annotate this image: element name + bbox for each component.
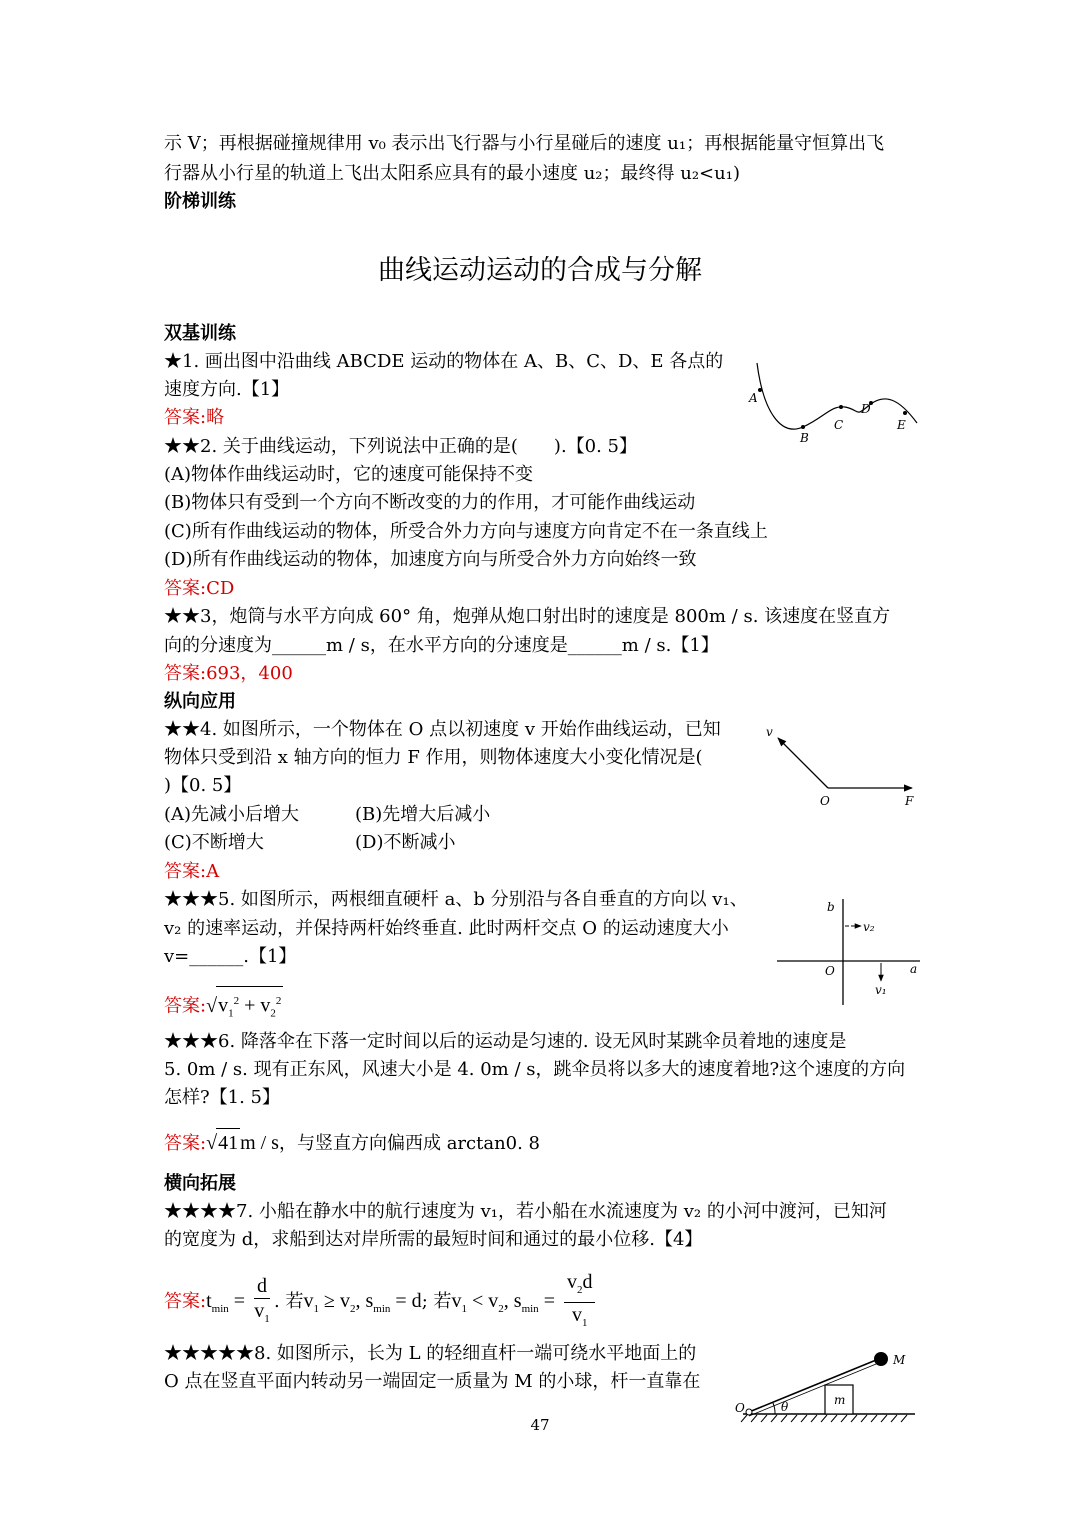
q5-label-v1: v₁ <box>875 983 887 997</box>
q7-line-2: 的宽度为 d，求船到达对岸所需的最短时间和通过的最小位移.【4】 <box>164 1229 703 1250</box>
q7-cond-2-formula: $v_1 < v_2$, $s_{min}$ = $\frac{v_2d}{v_1}$ <box>451 1290 599 1312</box>
q3-line-2: 向的分速度为______m / s，在水平方向的分速度是______m / s.【1】 <box>164 635 719 656</box>
q1-line-2: 速度方向.【1】 <box>164 379 290 400</box>
q4-option-d: (D)不断减小 <box>355 832 456 853</box>
q8-label-theta: θ <box>781 1400 789 1414</box>
q2-stem: ★★2. 关于曲线运动，下列说法中正确的是( ).【0. 5】 <box>164 436 638 457</box>
q1-label-e: E <box>897 418 906 432</box>
q4-option-b: (B)先增大后减小 <box>355 804 491 825</box>
q7-answer <box>164 1270 599 1335</box>
q2-option-b: (B)物体只有受到一个方向不断改变的力的作用，才可能作曲线运动 <box>164 492 696 513</box>
q5-line-2: v₂ 的速率运动，并保持两杆始终垂直. 此时两杆交点 O 的运动速度大小 <box>164 918 729 939</box>
q2-option-c: (C)所有作曲线运动的物体，所受合外力方向与速度方向肯定不在一条直线上 <box>164 521 768 542</box>
q4-option-c: (C)不断增大 <box>164 832 264 853</box>
q2-answer: 答案:CD <box>164 578 235 599</box>
section-ladder-training: 阶梯训练 <box>164 191 236 212</box>
q4-line-3: )【0. 5】 <box>164 775 242 796</box>
q2-option-a: (A)物体作曲线运动时，它的速度可能保持不变 <box>164 464 534 485</box>
q6-answer-num: 41 <box>216 1128 240 1157</box>
q5-answer-formula: $√v_1^2 + v_2^2$ <box>206 995 283 1017</box>
q5-label-a: a <box>910 962 918 976</box>
q5-line-3: v=______.【1】 <box>164 946 297 967</box>
q4-label-v: v <box>766 725 773 739</box>
q1-label-a: A <box>749 391 758 405</box>
q4-option-a: (A)先减小后增大 <box>164 804 300 825</box>
q1-curve-figure <box>745 355 925 450</box>
q8-label-block-mass: m <box>834 1393 846 1407</box>
q5-label-b: b <box>827 900 835 914</box>
q5-rods-figure <box>775 895 925 1010</box>
q6-answer-radical: √41 <box>206 1132 240 1154</box>
q4-answer: 答案:A <box>164 861 220 882</box>
q6-answer-prefix: 答案: <box>164 1133 207 1154</box>
page-number: 47 <box>530 1416 550 1434</box>
intro-line-2: 行器从小行星的轨道上飞出太阳系应具有的最小速度 u₂；最终得 u₂<u₁) <box>164 163 740 184</box>
q7-answer-formula: $t_{min}$ = $\frac{d}{v_1}$ <box>206 1275 270 1325</box>
q5-answer-prefix: 答案: <box>164 995 207 1017</box>
q4-line-2: 物体只受到沿 x 轴方向的恒力 F 作用，则物体速度大小变化情况是( <box>164 747 703 768</box>
section-basic-training: 双基训练 <box>164 323 236 344</box>
section-vertical-application: 纵向应用 <box>164 691 236 712</box>
q2-option-d: (D)所有作曲线运动的物体，加速度方向与所受合外力方向始终一致 <box>164 549 697 570</box>
intro-line-1: 示 V；再根据碰撞规律用 v₀ 表示出飞行器与小行星碰后的速度 u₁；再根据能量守恒算出飞 <box>164 133 885 154</box>
q3-line-1: ★★3，炮筒与水平方向成 60° 角，炮弹从炮口射出时的速度是 800m / s. 该速度在竖直方 <box>164 606 891 627</box>
q6-answer-unit: m / s <box>240 1132 279 1154</box>
q7-cond-2: ; 若 <box>421 1291 452 1313</box>
q1-line-1: ★1. 画出图中沿曲线 ABCDE 运动的物体在 A、B、C、D、E 各点的 <box>164 351 724 372</box>
page-title: 曲线运动运动的合成与分解 <box>378 255 702 286</box>
q6-line-2: 5. 0m / s. 现有正东风，风速大小是 4. 0m / s，跳伞员将以多大的速度着地?这个速度的方向 <box>164 1059 906 1080</box>
q6-answer-rest: ，与竖直方向偏西成 arctan0. 8 <box>278 1133 541 1154</box>
q3-answer: 答案:693，400 <box>164 663 293 684</box>
q4-label-o: O <box>820 794 830 808</box>
q7-cond-1: . 若 <box>274 1291 304 1313</box>
q8-label-ball-mass: M <box>893 1353 906 1367</box>
q7-answer-prefix: 答案: <box>164 1291 207 1313</box>
q5-label-o: O <box>825 964 835 978</box>
q5-line-1: ★★★5. 如图所示，两根细直硬杆 a、b 分别沿与各自垂直的方向以 v₁、 <box>164 889 748 910</box>
q5-label-v2: v₂ <box>863 920 875 934</box>
q1-label-c: C <box>834 418 844 432</box>
q8-line-2: O 点在竖直平面内转动另一端固定一质量为 M 的小球，杆一直靠在 <box>164 1371 701 1392</box>
q4-line-1: ★★4. 如图所示，一个物体在 O 点以初速度 v 开始作曲线运动，已知 <box>164 719 721 740</box>
q6-answer <box>164 1128 540 1158</box>
q8-line-1: ★★★★★8. 如图所示，长为 L 的轻细直杆一端可绕水平地面上的 <box>164 1343 697 1364</box>
q7-cond-1-formula: $v_1 \ge v_2$, $s_{min} = d$ <box>303 1290 422 1316</box>
q8-label-o: O <box>735 1401 745 1415</box>
q7-line-1: ★★★★7. 小船在静水中的航行速度为 v₁，若小船在水流速度为 v₂ 的小河中渡河，已知河 <box>164 1201 887 1222</box>
q6-line-1: ★★★6. 降落伞在下落一定时间以后的运动是匀速的. 设无风时某跳伞员着地的速度是 <box>164 1031 847 1052</box>
q5-answer <box>164 986 283 1028</box>
q4-label-f: F <box>905 794 914 808</box>
q1-label-b: B <box>800 431 809 445</box>
q6-line-3: 怎样?【1. 5】 <box>164 1087 280 1108</box>
section-horizontal-extension: 横向拓展 <box>164 1173 236 1194</box>
q4-velocity-figure <box>760 722 925 812</box>
q1-label-d: D <box>861 402 871 416</box>
q1-answer: 答案:略 <box>164 407 225 428</box>
